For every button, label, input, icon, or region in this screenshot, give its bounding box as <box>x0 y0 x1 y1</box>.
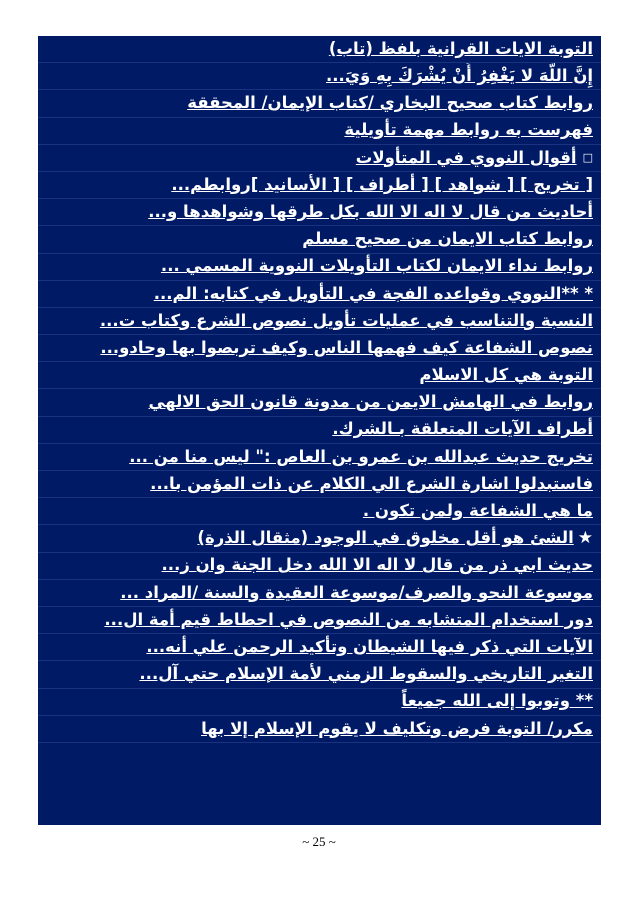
link-text[interactable]: الآيات التي ذكر فيها الشيطان وتأكيد الرحمن علي أنه... <box>146 636 593 656</box>
link-text[interactable]: روابط في الهامش الايمن من مدونة قانون الحق الالهي <box>148 392 593 412</box>
link-row[interactable] <box>38 607 601 634</box>
link-row[interactable] <box>38 172 601 199</box>
link-text[interactable]: مكرر/ التوبة فرض وتكليف لا يقوم الإسلام إلا بها <box>201 718 593 738</box>
link-row[interactable] <box>38 716 601 743</box>
page-number: ~ 25 ~ <box>302 834 336 849</box>
link-row[interactable] <box>38 444 601 471</box>
link-row[interactable] <box>38 145 601 172</box>
link-text[interactable]: أحاديث من قال لا اله الا الله بكل طرقها وشواهدها و... <box>148 201 593 221</box>
link-text[interactable]: ما هي الشفاعة ولمن تكون . <box>362 501 593 521</box>
link-row[interactable] <box>38 417 601 444</box>
link-text[interactable]: إِنَّ اللَّهَ لا يَغْفِرُ أَنْ يُشْرَكَ بِهِ وَيَ... <box>326 66 593 86</box>
link-row[interactable] <box>38 90 601 117</box>
link-row[interactable] <box>38 498 601 525</box>
link-row[interactable] <box>38 634 601 661</box>
link-row[interactable] <box>38 118 601 145</box>
link-text[interactable]: روابط كتاب الايمان من صحيح مسلم <box>302 229 593 249</box>
link-row[interactable] <box>38 389 601 416</box>
link-text[interactable]: ** وتوبوا إلى الله جميعاً <box>401 691 593 711</box>
link-text[interactable]: [ تخريج ] [ شواهد ] [ أطراف ] [ الأسانيد ]روابطم... <box>171 174 593 194</box>
link-text[interactable]: موسوعة النحو والصرف/موسوعة العقيدة والسنة /المراد ... <box>120 582 593 602</box>
link-text[interactable]: أقوال النووي في المتأولات <box>355 147 577 167</box>
link-text[interactable]: * **النووي وقواعده الفجة في التأويل في كتابه: الم... <box>153 283 593 303</box>
link-text[interactable]: التغير التاريخي والسقوط الزمني لأمة الإسلام حتي آل... <box>139 664 593 684</box>
link-text[interactable]: روابط كتاب صحيح البخاري /كتاب الإيمان/ المحققة <box>187 93 593 113</box>
link-row[interactable] <box>38 553 601 580</box>
link-row[interactable] <box>38 63 601 90</box>
link-row[interactable] <box>38 254 601 281</box>
link-row[interactable] <box>38 580 601 607</box>
link-text[interactable]: التوبة هي كل الاسلام <box>419 365 593 385</box>
white-square-icon: □ <box>582 151 593 165</box>
link-text[interactable]: نصوص الشفاعة كيف فهمها الناس وكيف تربصوا بها وحادو... <box>100 337 593 357</box>
link-text[interactable]: أطراف الآيات المتعلقة بـالشرك. <box>332 419 593 439</box>
link-text[interactable]: الشئ هو أقل مخلوق في الوجود (مثقال الذرة) <box>197 528 574 548</box>
link-text[interactable]: فاستبدلوا اشارة الشرع الي الكلام عن ذات المؤمن با... <box>150 473 593 493</box>
link-text[interactable]: فهرست به روابط مهمة تأويلية <box>344 120 593 140</box>
link-row[interactable] <box>38 199 601 226</box>
link-row[interactable] <box>38 226 601 253</box>
black-star-icon: ★ <box>577 527 593 548</box>
link-row[interactable] <box>38 281 601 308</box>
link-row[interactable] <box>38 525 601 552</box>
link-row[interactable] <box>38 335 601 362</box>
links-list <box>38 36 601 825</box>
link-text[interactable]: تخريج حديث عبدالله بن عمرو بن العاص :" ليس منا من ... <box>129 446 593 466</box>
link-row[interactable] <box>38 689 601 716</box>
link-row[interactable] <box>38 471 601 498</box>
link-row[interactable] <box>38 362 601 389</box>
link-text[interactable]: النسبة والتناسب في عمليات تأويل نصوص الشرع وكتاب ت... <box>99 310 593 330</box>
link-text[interactable]: حديث ابي ذر من قال لا اله الا الله دخل الجنة وان ز... <box>161 555 593 575</box>
link-row[interactable] <box>38 308 601 335</box>
link-row[interactable] <box>38 661 601 688</box>
link-row[interactable] <box>38 36 601 63</box>
link-text[interactable]: دور استخدام المتشابه من النصوص في احطاط قيم أمة ال... <box>104 609 593 629</box>
link-text[interactable]: التوبة الايات القرانية بلفظ (تاب) <box>328 38 593 58</box>
link-text[interactable]: روابط نداء الايمان لكتاب التأويلات النووية المسمي ... <box>160 256 593 276</box>
